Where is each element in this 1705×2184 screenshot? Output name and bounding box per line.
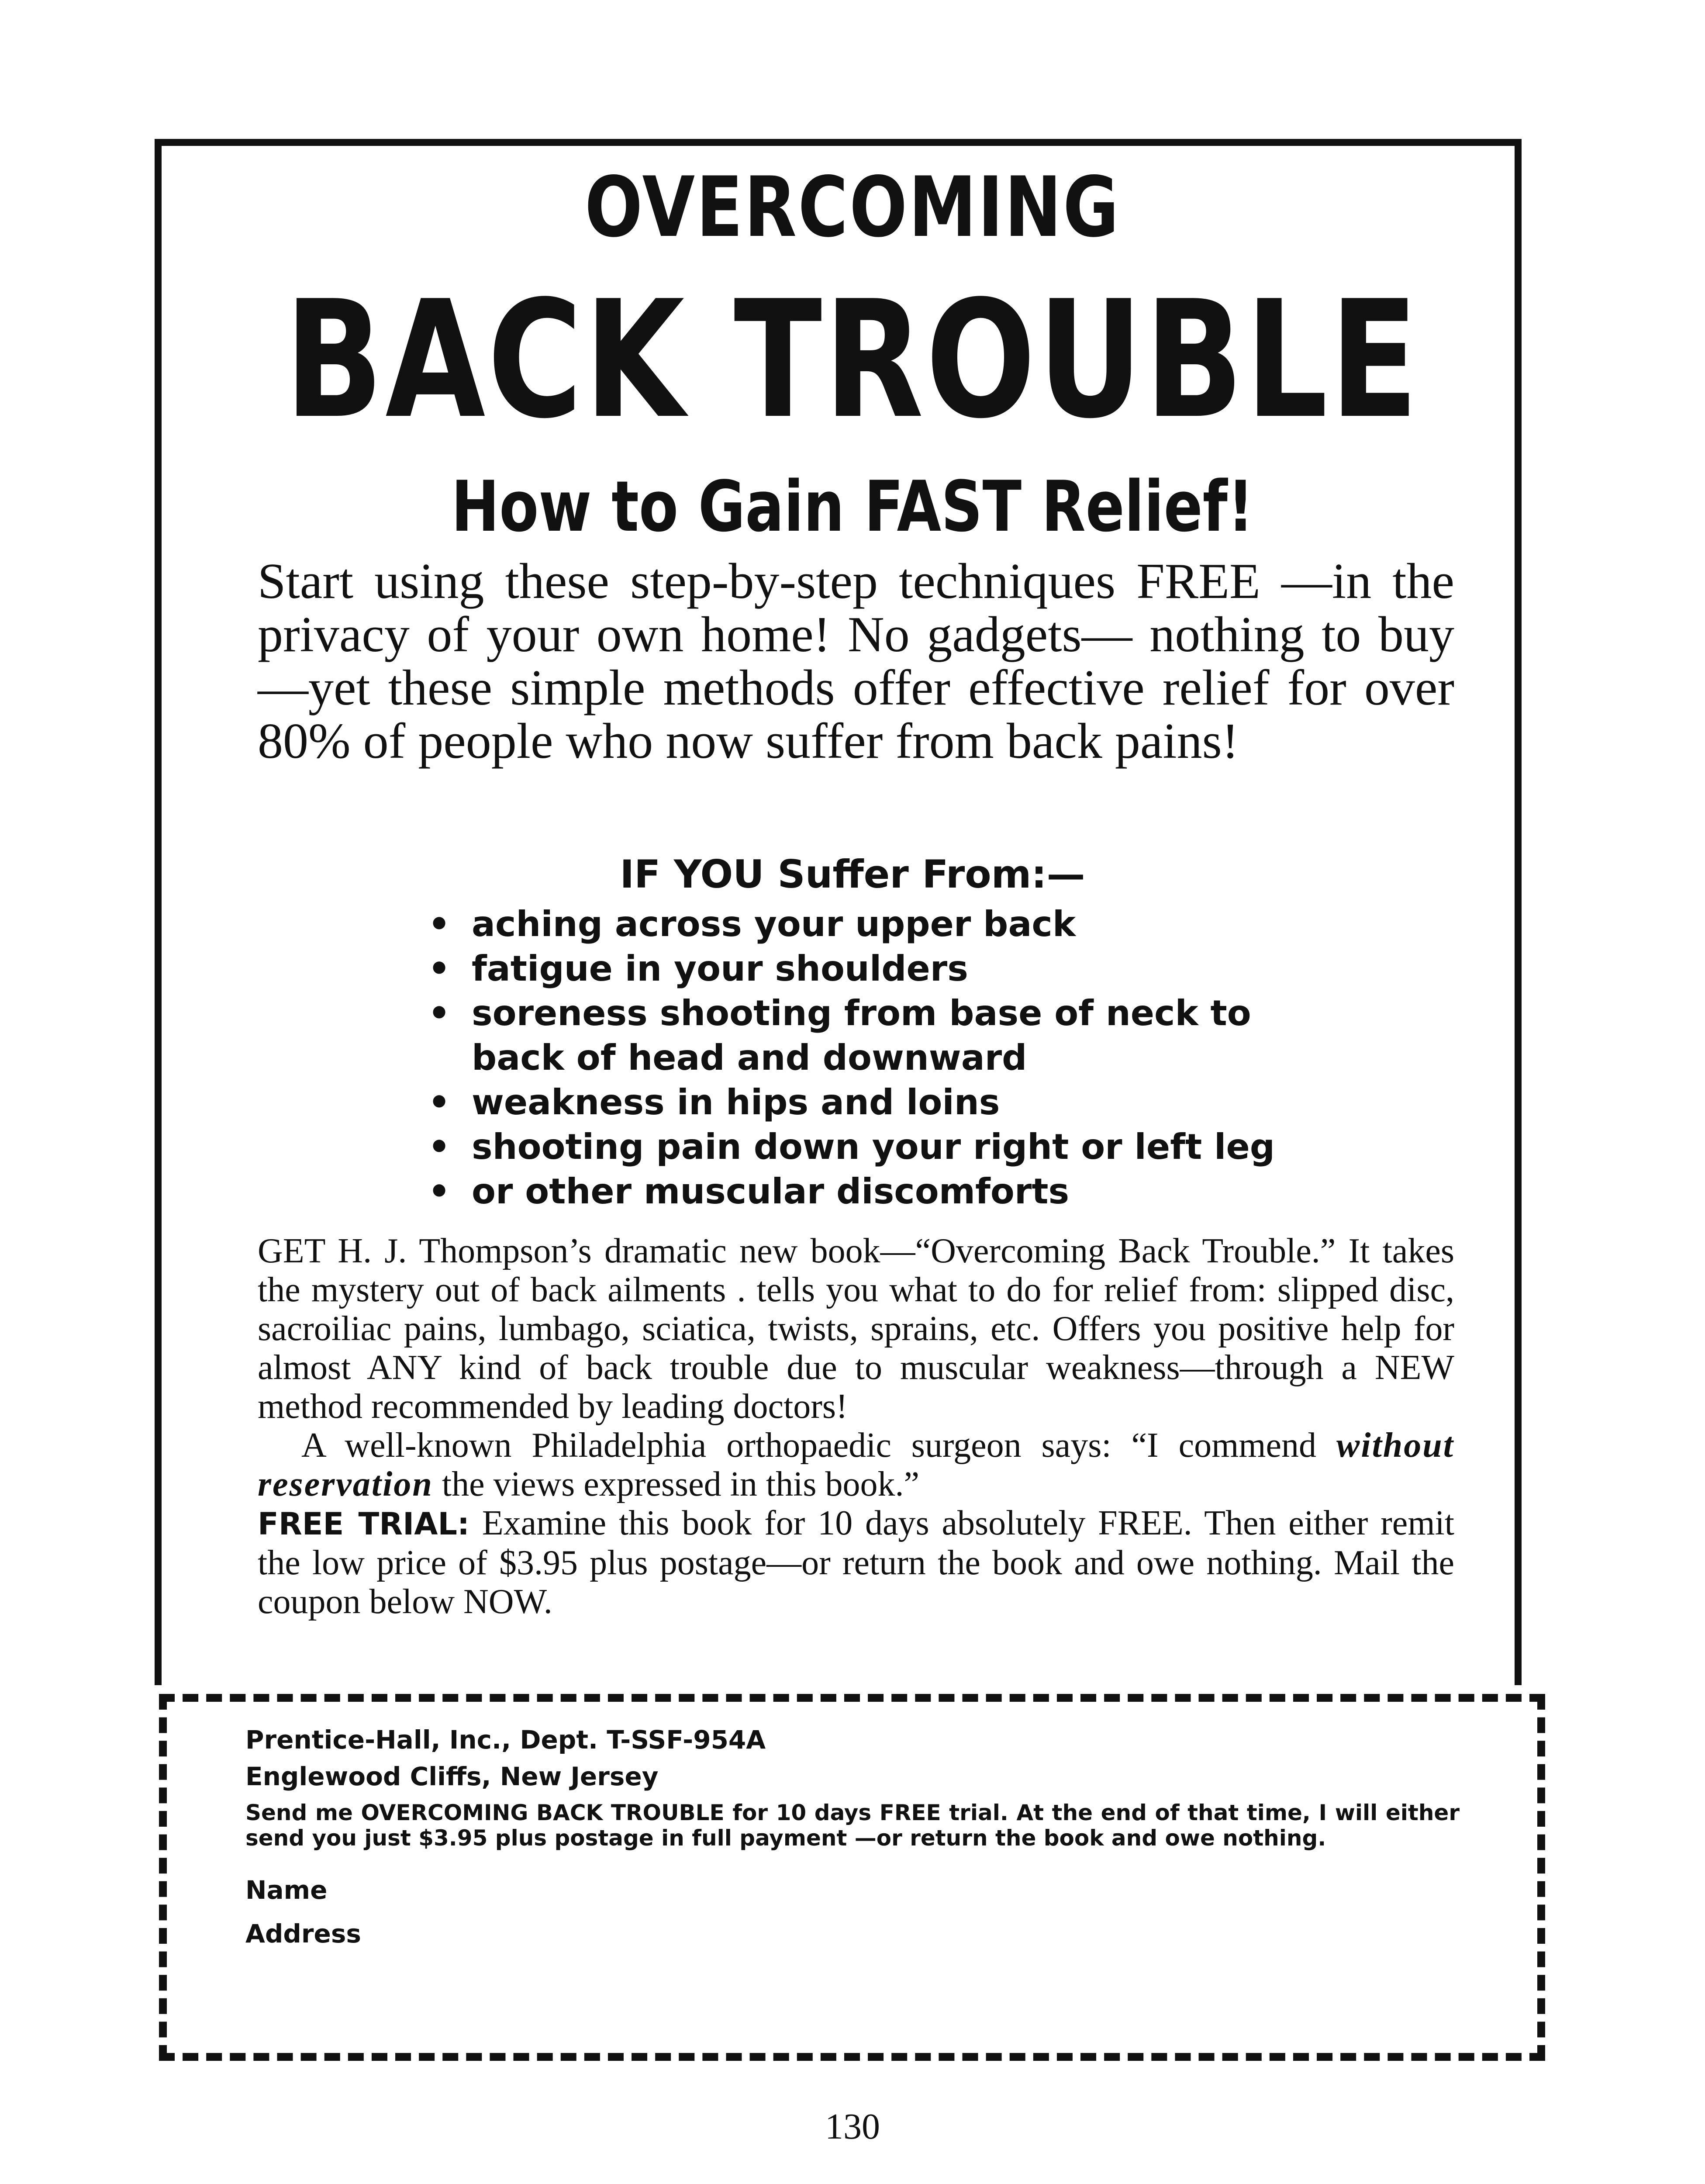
coupon-offer: Send me OVERCOMING BACK TROUBLE for 10 days FREE trial. At the end of that time, I will either send you just $3.95 plus postage in full payment —or return the book and owe nothing. (245, 1800, 1460, 1851)
symptoms-heading: IF YOU Suffer From:— (620, 852, 1085, 897)
page-number: 130 (825, 2106, 880, 2147)
subheadline: How to Gain FAST Relief! (451, 466, 1254, 547)
symptom-item: • shooting pain down your right or left leg (428, 1125, 1345, 1169)
book-description: GET H. J. Thompson’s dramatic new book—“Overcoming Back Trouble.” It takes the mystery out of back ailments . tells you what to do for relief from: slipped disc, sacroiliac pains, lumbago, sciatica, twists, sprains, etc. Offers you positive help for almost ANY kind of back trouble due to muscular weakness—through a NEW method recommended by leading doctors! (258, 1232, 1454, 1426)
free-trial-paragraph (258, 1504, 1454, 1621)
coupon-company: Prentice-Hall, Inc., Dept. T-SSF-954A (245, 1725, 766, 1755)
quote-tail: the views expressed in this book.” (442, 1465, 919, 1503)
coupon-city: Englewood Cliffs, New Jersey (245, 1762, 659, 1791)
quote-emphasis: without reservation (258, 1426, 1455, 1503)
symptom-item: • aching across your upper back (428, 902, 1345, 947)
symptom-item: • soreness shooting from base of neck to back of head and downward (428, 991, 1345, 1080)
symptom-item: • weakness in hips and loins (428, 1080, 1345, 1125)
surgeon-quote (258, 1426, 1454, 1504)
free-trial-text: Examine this book for 10 days absolutely FREE. Then either remit the low price of $3.95 plus postage—or return the book and owe nothing. Mail the coupon below NOW. (258, 1504, 1454, 1621)
body-copy (258, 1232, 1454, 1621)
quote-lead: A well-known Philadelphia orthopaedic surgeon says: “I commend (301, 1426, 1317, 1465)
free-trial-label: FREE TRIAL: (258, 1506, 469, 1542)
coupon-address-field: Address (245, 1919, 361, 1949)
symptom-item: • or other muscular discomforts (428, 1169, 1345, 1214)
headline-back-trouble: BACK TROUBLE (284, 266, 1421, 454)
headline-overcoming: OVERCOMING (584, 159, 1121, 256)
coupon-content (245, 1721, 1460, 1956)
symptom-item: • fatigue in your shoulders (428, 947, 1345, 991)
mail-coupon (159, 1694, 1545, 2061)
symptom-list (428, 902, 1345, 1214)
intro-paragraph: Start using these step-by-step techniques FREE —in the privacy of your own home! No gadgets— nothing to buy—yet these simple methods offer effective relief for over 80% of people who now suffer from back pains! (258, 553, 1454, 769)
coupon-name-field: Name (245, 1875, 328, 1905)
